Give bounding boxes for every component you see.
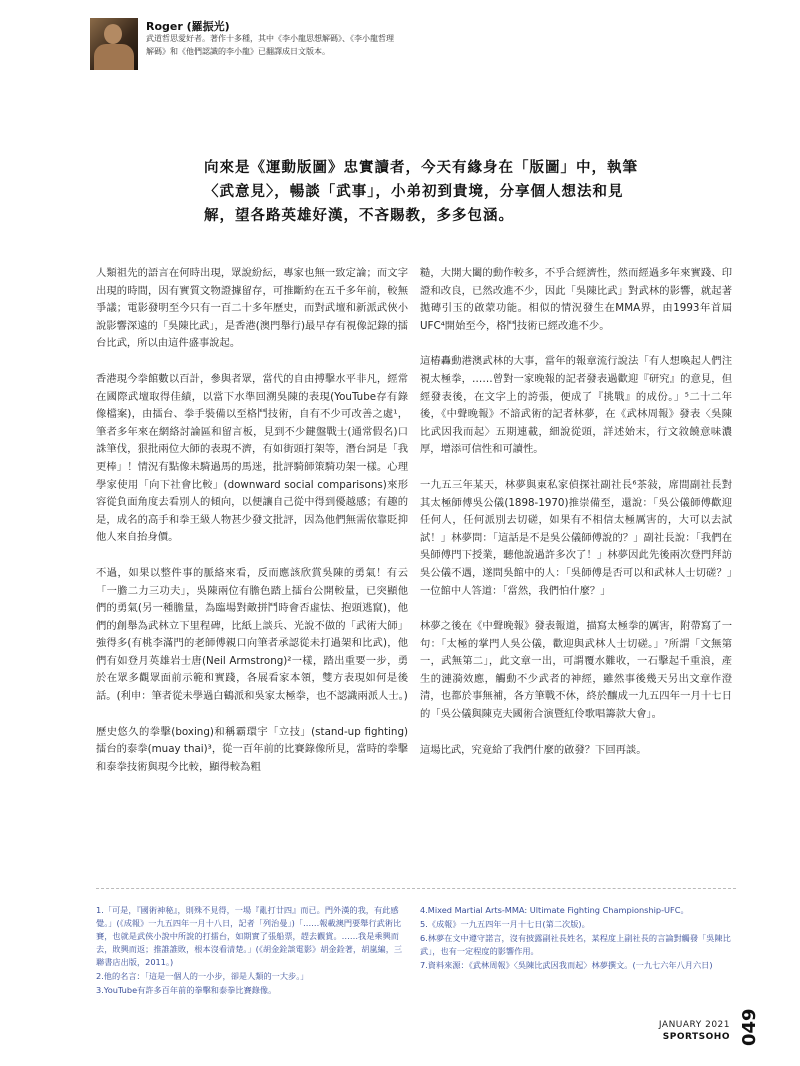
issue-date: JANUARY 2021 <box>658 1020 730 1030</box>
footnote: 3.YouTube有許多百年前的拳擊和泰拳比賽錄像。 <box>96 985 277 995</box>
author-name: Roger (羅振光) <box>146 20 230 33</box>
footnotes-right <box>420 904 736 973</box>
paragraph: 人類祖先的語言在何時出現，眾說紛紜，專家也無一致定論；而文字出現的時間，因有實質文物證據留存，可推斷約在五千多年前，較無爭議；電影發明至今只有一百二十多年歷史，而對武壇和新派武俠小說影響深遠的「吳陳比武」，是香港(澳門舉行)最早存有視像記錄的擂台比武，所以由這件盛事說起。 <box>96 267 408 350</box>
footnote: 1.「可是，『國術神秘』，則殊不見得，一場『亂打廿四』而已。門外漢的我，有此感覺。」(《成報》一九五四年一月十八日，記者「列治曼」)「……報載澳門要舉行武術比賽，也就是武俠小說中所說的打擂台，如期實了張船票，趕去觀賞。……我是乘興而去，敗興而返；推誰誰敗，根本沒看清楚。」(《胡金銓談電影》胡金銓著，胡嵐編，三聯書店出版，2011。) <box>96 905 403 967</box>
paragraph: 林夢之後在《中聲晚報》發表報道，描寫太極拳的厲害，附帶寫了一句：「太極的掌門人吳公儀，歡迎與武林人士切磋。」⁷所謂「文無第一，武無第二」，此文章一出，可謂覆水難收，一石擊起千重浪，產生的漣漪效應，觸動不少武者的神經，雖然事後幾天另出文章作澄清，也都於事無補，各方筆戰不休，終於釀成一九五四年一月十七日的「吳公儀與陳克夫國術合演暨紅伶歌唱籌款大會」。 <box>420 620 732 721</box>
paragraph: 糙，大開大闔的動作較多，不乎合經濟性，然而經過多年來實踐、印證和改良，已然改進不少，因此「吳陳比武」對武林的影響，就起著拋磚引玉的啟蒙功能。相似的情況發生在MMA界，由1993年首屆UFC⁴開始至今，格鬥技術已經改進不少。 <box>420 267 732 332</box>
footnote: 4.Mixed Martial Arts-MMA: Ultimate Fighting Championship-UFC。 <box>420 905 689 915</box>
footnote: 6.林夢在文中遵守諾言，沒有披露副社長姓名，某程度上副社長的言論對觸發「吳陳比武」，也有一定程度的影響作用。 <box>420 933 731 956</box>
paragraph: 不過，如果以整件事的脈絡來看，反而應該欣賞吳陳的勇氣！有云「一膽二力三功夫」，吳陳兩位有膽色踏上擂台公開較量，已突顯他們的勇氣(另一種膽量，為臨場對敵拼鬥時會否虛怯、抱頭逃竄)，他們的創舉為武林立下里程碑，比紙上談兵、光說不做的「武術大師」強得多(有桃李滿門的老師傅親口向筆者承認從未打過架和比武)，他們有如登月英雄岩士唐(Neil Armstrong)²一樣，踏出重要一步，勇於在眾多觀眾面前示範和實踐，各展看家本領，雙方表現如何是後話。(利申：筆者從未學過白鶴派和吳家太極拳，也不認識兩派人士。) <box>96 566 408 703</box>
intro-lead: 向來是《運動版圖》忠實讀者，今天有緣身在「版圖」中，執筆〈武意見〉，暢談「武事」，小弟初到貴境，分享個人想法和見解，望各路英雄好漢，不吝賜教，多多包涵。 <box>204 160 638 224</box>
magazine-brand: SPORTSOHO <box>662 1032 730 1042</box>
paragraph: 這場比武，究竟給了我們什麼的啟發？下回再談。 <box>420 743 647 756</box>
page-number: 049 <box>739 1008 760 1046</box>
paragraph: 這樁轟動港澳武林的大事，當年的報章流行說法「有人想喚起人們注視太極拳，……曾對一家晚報的記者發表過歡迎『研究』的意見，但經發表後，在文字上的誇張，便成了『挑戰』的成份。」⁵二十二年後，《中聲晚報》不諳武術的記者林夢，在《武林周報》發表〈吳陳比武因我而起〉五期連載，細說從頭，詳述始末，行文敘饒意味濃厚，增添可信性和可讀性。 <box>420 355 732 456</box>
paragraph: 香港現今拳館數以百計，參與者眾，當代的自由搏擊水平非凡，經常在國際武壇取得佳績，以當下水準回溯吳陳的表現(YouTube存有錄像檔案)，由擂台、拳手裝備以至格鬥技術，自有不少可改善之處¹，筆者多年來在網絡討論區和留言板，見到不少鍵盤戰士(通常假名)口誅筆伐，狠批兩位大師的表現不濟，有如街頭打架等，潛台詞是「我更棒」！情況有點像未騎過馬的馬迷，批評騎師策騎功架一樣。心理學家使用「向下社會比較」(downward social comparisons)來形容從負面角度去看別人的傾向，以便讓自己從中得到優越感；有趣的是，成名的高手和拳王級人物甚少發文批評，因為他們無需依靠貶抑他人來自抬身價。 <box>96 372 408 544</box>
author-photo <box>90 18 138 70</box>
article-column-right <box>420 265 732 777</box>
footnote: 7.資料來源：《武林周報》〈吳陳比武因我而起〉林夢撰文。(一九七六年八月六日) <box>420 960 713 970</box>
author-bio: 武道哲思愛好者。著作十多種，其中《李小龍思想解碼》、《李小龍哲理解碼》和《他們認識的李小龍》已翻譯成日文版本。 <box>146 34 394 56</box>
footnote-divider <box>96 888 736 889</box>
paragraph: 一九五三年某天，林夢與東私家偵探社副社長⁶茶敍，席間副社長對其太極師傅吳公儀(1898-1970)推崇備至，還說：「吳公儀師傅歡迎任何人，任何派別去切磋，如果有不相信太極厲害的，大可以去試試！」林夢問：「這話是不是吳公儀師傅說的？」副社長說：「我們在吳師傅門下授業，聽他說過許多次了！」林夢因此先後兩次登門拜訪吳公儀不遇，遂問吳館中的人：「吳師傅是否可以和武林人士切磋？」一位館中人答道：「當然，我們怕什麼？」 <box>420 478 732 597</box>
footnotes-left <box>96 904 408 998</box>
author-box <box>90 18 394 78</box>
footnote: 5.《成報》一九五四年一月十七日(第二次版)。 <box>420 919 590 929</box>
paragraph: 歷史悠久的拳擊(boxing)和稱霸環宇「立技」(stand-up fighting)擂台的泰拳(muay thai)³，從一百年前的比賽錄像所見，當時的拳擊和泰拳技術與現今比較，顯得較為粗 <box>96 725 408 773</box>
footnote: 2.他的名言：「這是一個人的一小步，卻是人類的一大步。」 <box>96 971 309 981</box>
article-column-left <box>96 265 408 794</box>
